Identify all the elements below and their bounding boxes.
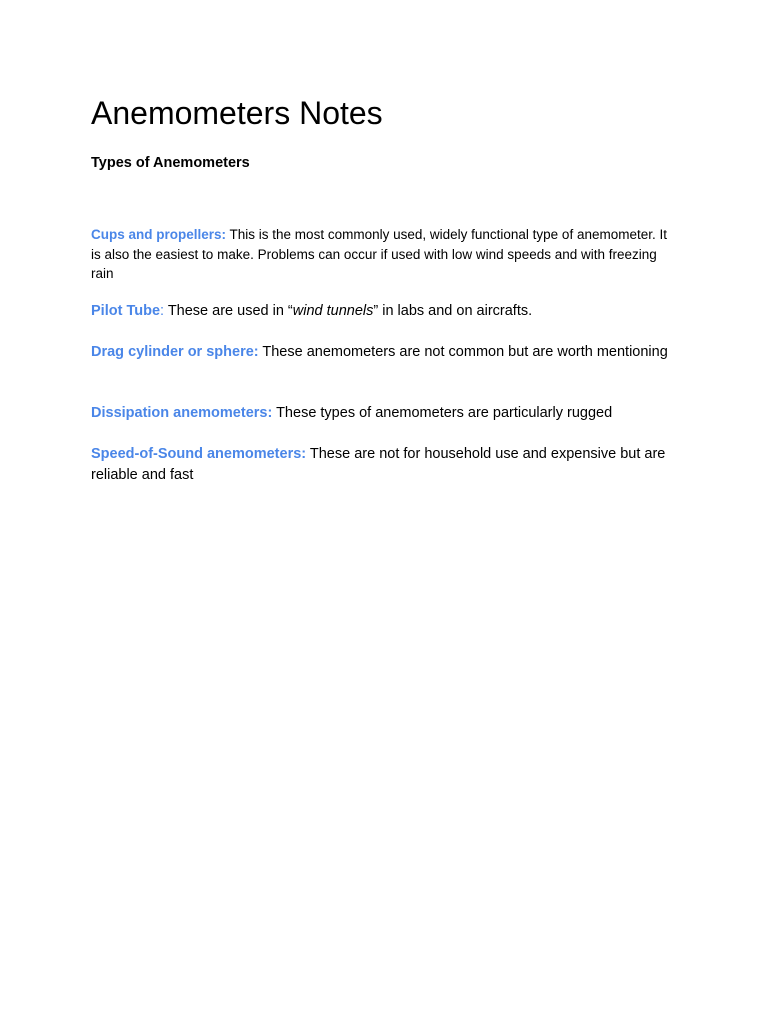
entry-description-end: ” in labs and on aircrafts.: [373, 303, 533, 319]
entry-speed-of-sound-anemometers: [91, 444, 671, 486]
entry-term: Dissipation anemometers:: [91, 405, 273, 421]
entry-drag-cylinder-or-sphere: [91, 342, 671, 363]
entry-description: These anemometers are not common but are worth mentioning: [258, 344, 668, 360]
entry-pilot-tube: [91, 301, 671, 322]
page-title: Anemometers Notes: [91, 95, 383, 131]
entry-description: This is the most commonly used, widely functional type of anemometer. It is also the easiest to make. Problems can occur if used with low wind speeds and with freezing rain: [91, 227, 667, 281]
entry-description-start: These are used in “: [164, 303, 293, 319]
entry-term-colon: :: [160, 303, 165, 319]
entry-term: Speed-of-Sound anemometers:: [91, 446, 307, 462]
entry-term: Drag cylinder or sphere:: [91, 344, 259, 360]
entry-description: These types of anemometers are particularly rugged: [272, 405, 613, 421]
entry-term: Cups and propellers:: [91, 227, 227, 242]
entry-description-italic: wind tunnels: [292, 303, 374, 319]
section-heading: Types of Anemometers: [91, 155, 250, 171]
entry-term: Pilot Tube: [91, 303, 161, 319]
entry-dissipation-anemometers: [91, 403, 671, 424]
entry-description: These are not for household use and expensive but are reliable and fast: [91, 446, 666, 483]
entry-cups-and-propellers: [91, 225, 671, 284]
